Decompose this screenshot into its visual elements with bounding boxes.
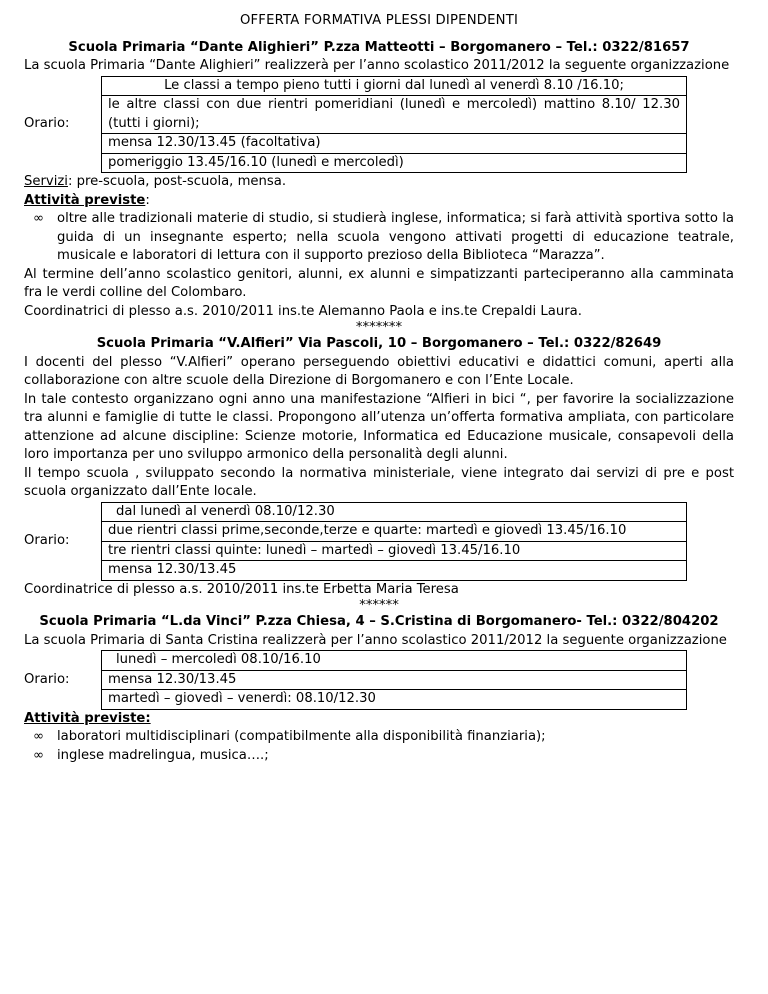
school-heading: Scuola Primaria “V.Alfieri” Via Pascoli, 10 – Borgomanero – Tel.: 0322/82649 <box>96 336 662 351</box>
servizi-text: : pre-scuola, post-scuola, mensa. <box>67 174 287 189</box>
school-dante-alighieri <box>24 39 734 336</box>
orario-row: lunedì – mercoledì 08.10/16.10 <box>102 651 687 671</box>
orario-label: Orario: <box>24 532 70 548</box>
school-intro: La scuola Primaria di Santa Cristina realizzerà per l’anno scolastico 2011/2012 la seguente organizzazione <box>24 632 727 648</box>
coordinator-line: Coordinatrice di plesso a.s. 2010/2011 ins.te Erbetta Maria Teresa <box>24 581 459 597</box>
orario-table <box>24 76 687 174</box>
document-title: OFFERTA FORMATIVA PLESSI DIPENDENTI <box>239 13 519 28</box>
orario-table <box>24 650 687 710</box>
attivita-list <box>24 728 734 765</box>
section-separator: ******* <box>355 320 403 335</box>
orario-table <box>24 502 687 581</box>
document-page <box>24 12 734 765</box>
closing-paragraph: Al termine dell’anno scolastico genitori, alunni, ex alunni e simpatizzanti parteciperanno alla camminata fra le verdi colline del Colombaro. <box>24 266 734 300</box>
orario-row: tre rientri classi quinte: lunedì – martedì – giovedì 13.45/16.10 <box>102 541 687 561</box>
infinity-bullet-icon: ∞ <box>33 747 44 763</box>
attivita-label: Attività previste: <box>24 710 151 726</box>
attivita-heading: Attività previste: <box>24 192 150 208</box>
orario-row: le altre classi con due rientri pomeridiani (lunedì e mercoledì) mattino 8.10/ 12.30 (tutti i giorni); <box>102 96 687 134</box>
school-v-alfieri <box>24 335 734 613</box>
list-item: ∞ oltre alle tradizionali materie di studio, si studierà inglese, informatica; si farà attività sportiva sotto la guida di un insegnante esperto; nella scuola vengono attivati progetti di educazione teatrale, musicale e laboratori di lettura con il supporto prezioso della Biblioteca “Marazza”. <box>33 211 734 263</box>
orario-row: due rientri classi prime,seconde,terze e quarte: martedì e giovedì 13.45/16.10 <box>102 522 687 542</box>
orario-label: Orario: <box>24 116 70 131</box>
paragraph: Il tempo scuola , sviluppato secondo la normativa ministeriale, viene integrato dai servizi di pre e post scuola organizzato dall’Ente locale. <box>24 465 734 499</box>
orario-row: mensa 12.30/13.45 <box>102 670 687 690</box>
section-separator: ****** <box>359 598 399 613</box>
infinity-bullet-icon: ∞ <box>33 729 44 744</box>
school-intro: La scuola Primaria “Dante Alighieri” realizzerà per l’anno scolastico 2011/2012 la seguente organizzazione <box>24 58 730 73</box>
school-l-da-vinci <box>24 613 734 765</box>
coordinators-line: Coordinatrici di plesso a.s. 2010/2011 ins.te Alemanno Paola e ins.te Crepaldi Laura. <box>24 303 582 319</box>
attivita-label: Attività previste <box>24 192 146 208</box>
list-item: ∞ inglese madrelingua, musica….; <box>24 747 734 766</box>
orario-row: martedì – giovedì – venerdì: 08.10/12.30 <box>102 690 687 710</box>
orario-row: dal lunedì al venerdì 08.10/12.30 <box>102 502 687 522</box>
list-item: ∞ laboratori multidisciplinari (compatibilmente alla disponibilità finanziaria); <box>24 728 734 747</box>
orario-label: Orario: <box>24 671 70 687</box>
orario-row: pomeriggio 13.45/16.10 (lunedì e mercoledì) <box>102 153 687 173</box>
paragraph: In tale contesto organizzano ogni anno una manifestazione “Alfieri in bici “, per favorire la socializzazione tra alunni e famiglie di tutte le classi. Propongono all’utenza un’offerta formativa ampliata, con particolare attenzione ad alcune discipline: Scienze motorie, Informatica ed Educazione musicale, consapevoli della loro importanza per uno sviluppo armonico della personalità degli alunni. <box>24 391 734 462</box>
infinity-bullet-icon: ∞ <box>33 211 44 226</box>
orario-row: mensa 12.30/13.45 (facoltativa) <box>102 134 687 154</box>
attivita-heading <box>24 710 734 729</box>
servizi-line <box>24 173 734 192</box>
orario-row: Le classi a tempo pieno tutti i giorni dal lunedì al venerdì 8.10 /16.10; <box>102 76 687 96</box>
school-heading: Scuola Primaria “L.da Vinci” P.zza Chiesa, 4 – S.Cristina di Borgomanero- Tel.: 0322/804202 <box>39 614 719 629</box>
paragraph: I docenti del plesso “V.Alfieri” operano perseguendo obiettivi educativi e didattici comuni, aperti alla collaborazione con altre scuole della Direzione di Borgomanero e con l’Ente Locale. <box>24 354 734 388</box>
servizi-label: Servizi <box>24 174 68 189</box>
school-heading: Scuola Primaria “Dante Alighieri” P.zza Matteotti – Borgomanero – Tel.: 0322/81657 <box>68 39 690 55</box>
orario-row: mensa 12.30/13.45 <box>102 561 687 581</box>
attivita-list <box>24 210 734 266</box>
